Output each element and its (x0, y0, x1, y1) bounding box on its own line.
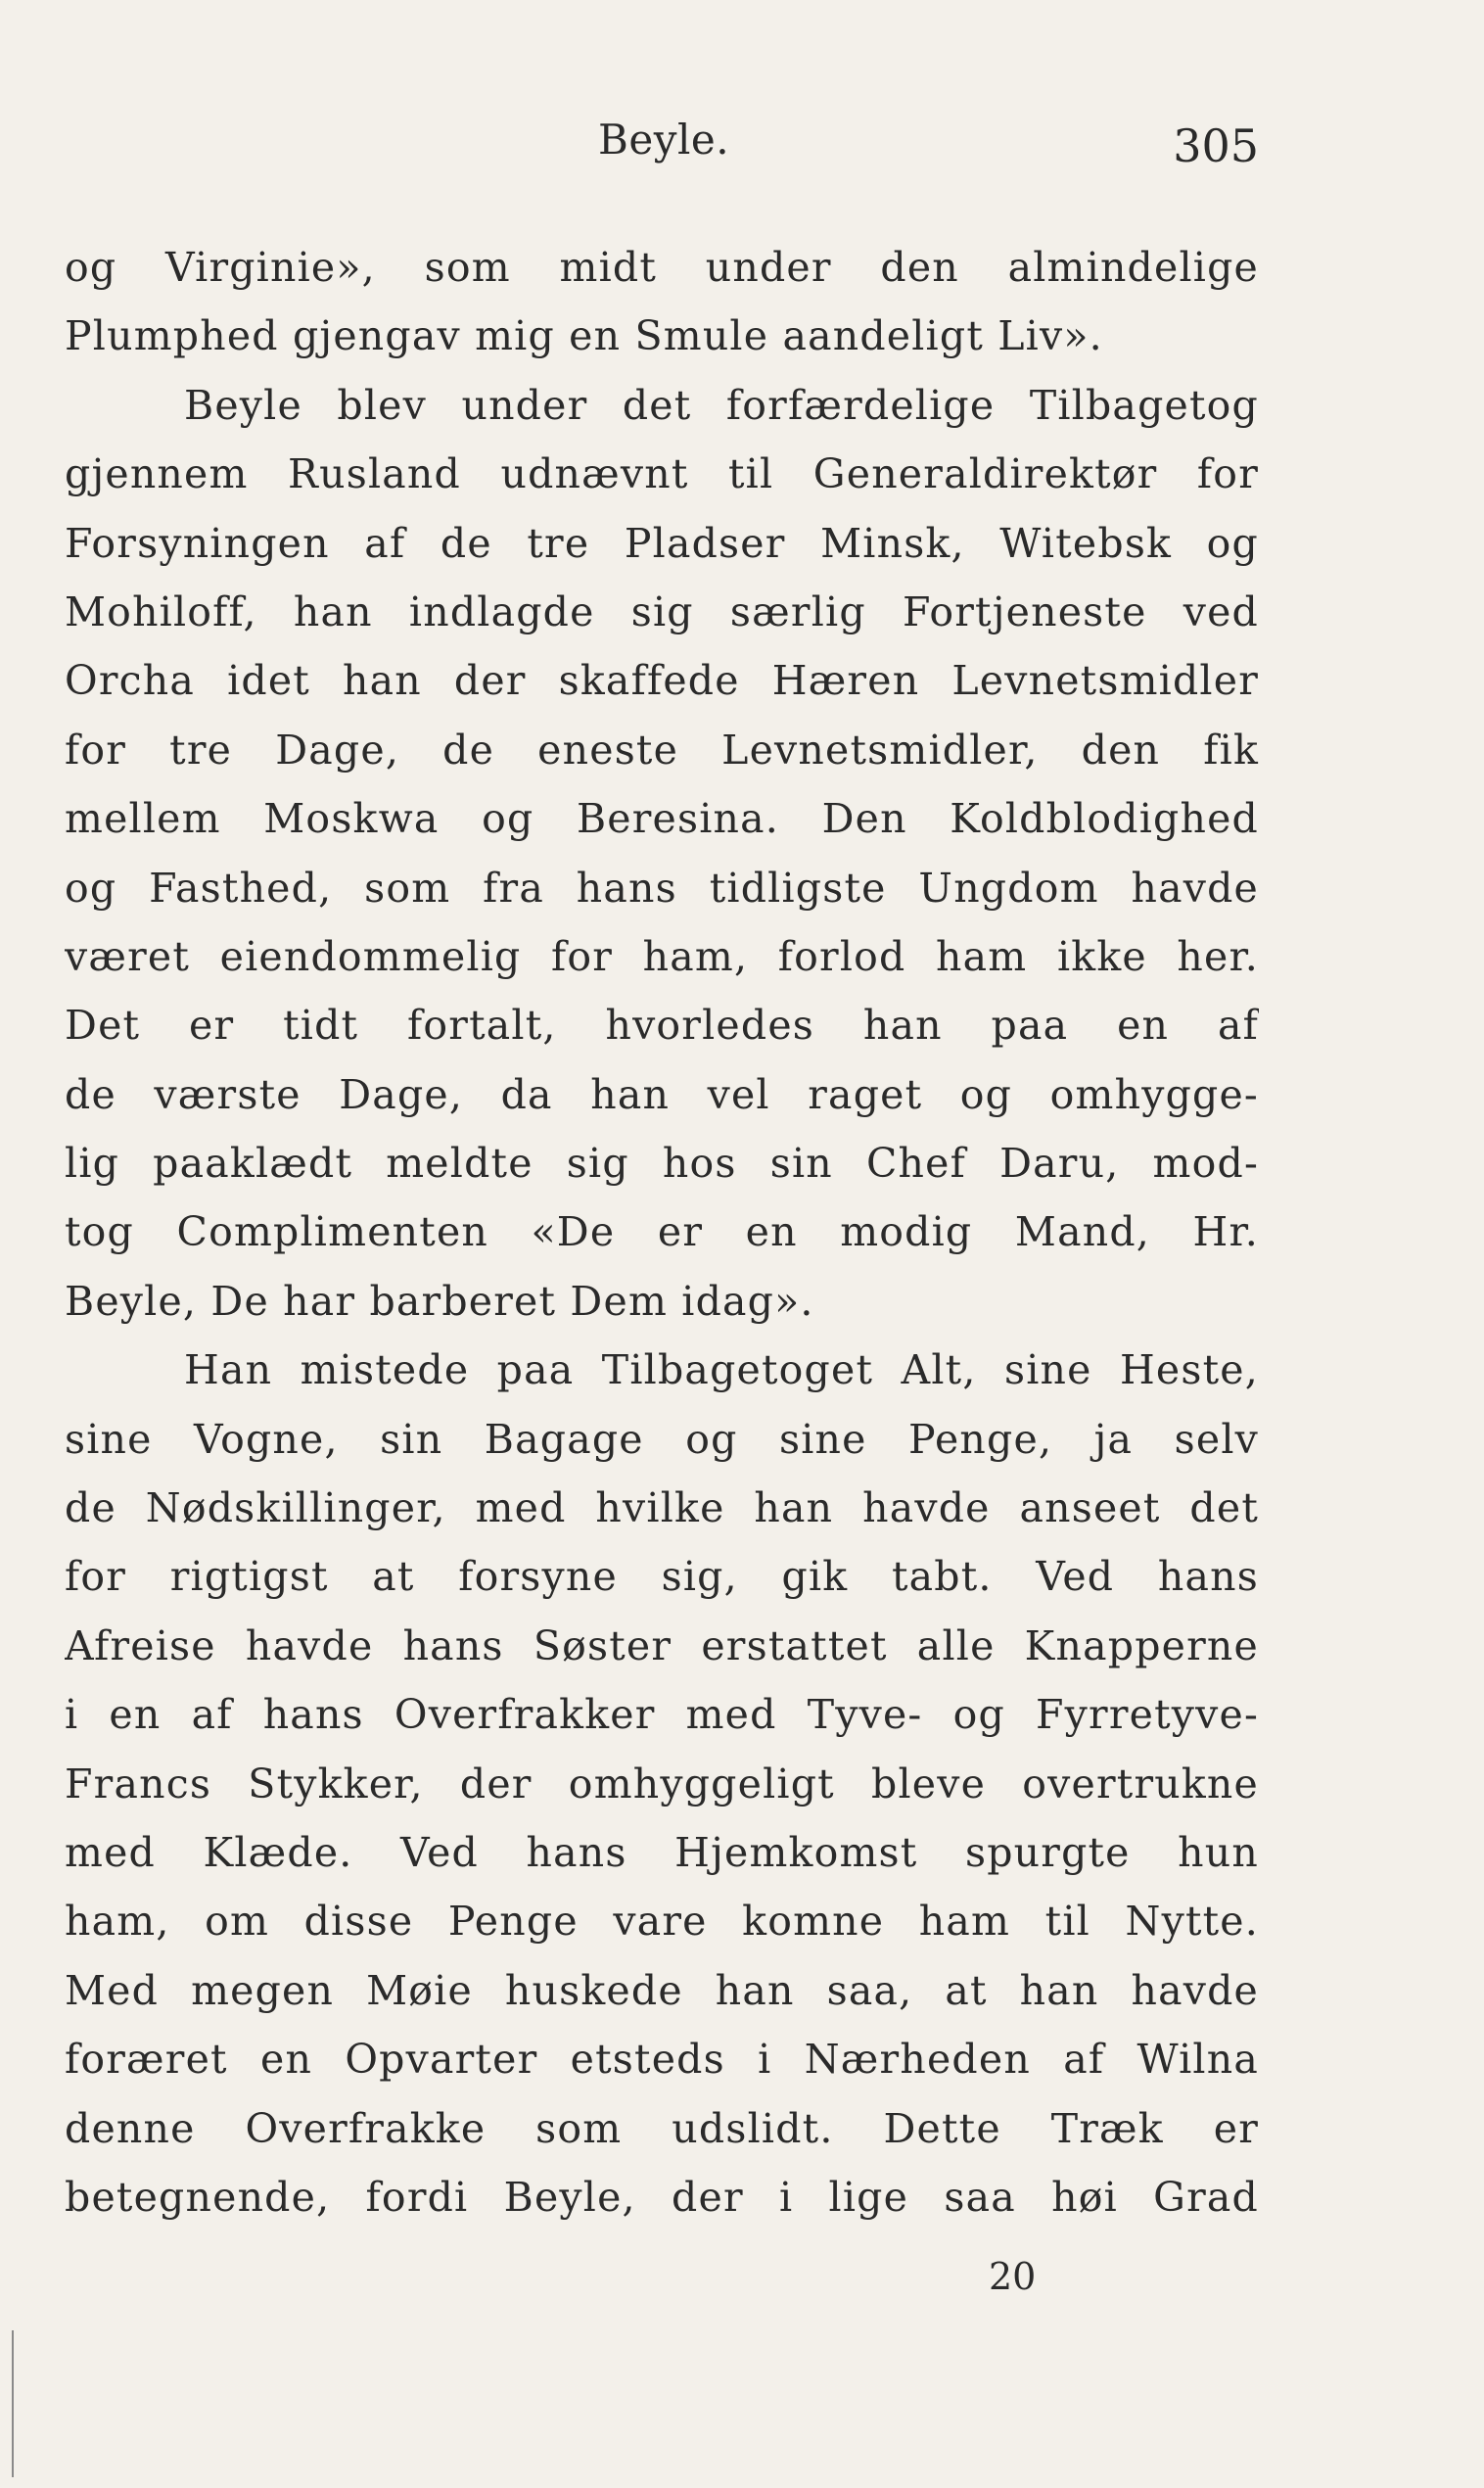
text-line: lig paaklædt meldte sig hos sin Chef Daru, mod- (65, 1140, 1259, 1188)
text-line: og Virginie», som midt under den almindelige (65, 244, 1259, 291)
text-line: betegnende, fordi Beyle, der i lige saa høi Grad (65, 2173, 1259, 2221)
text-line: Afreise havde hans Søster erstattet alle Knapperne (65, 1621, 1259, 1669)
text-line: Mohiloff, han indlagde sig særlig Fortjeneste ved (65, 587, 1259, 635)
body-text (65, 233, 1259, 2231)
text-line: Forsyningen af de tre Pladser Minsk, Witebsk og (65, 519, 1259, 567)
text-line: foræret en Opvarter etsteds i Nærheden af Wilna (65, 2036, 1259, 2084)
text-line: mellem Moskwa og Beresina. Den Koldblodighed (65, 795, 1259, 843)
text-line: for tre Dage, de eneste Levnetsmidler, den fik (65, 726, 1259, 774)
running-head (65, 116, 1259, 174)
text-line: sine Vogne, sin Bagage og sine Penge, ja selv (65, 1415, 1259, 1463)
text-line: Beyle blev under det forfærdelige Tilbagetog (184, 381, 1259, 429)
text-line: Plumphed gjengav mig en Smule aandeligt Liv». (65, 312, 1103, 360)
text-line: Det er tidt fortalt, hvorledes han paa en af (65, 1002, 1259, 1050)
text-line: Orcha idet han der skaffede Hæren Levnetsmidler (65, 657, 1259, 705)
text-line: Med megen Møie huskede han saa, at han havde (65, 1966, 1259, 2014)
text-line: gjennem Rusland udnævnt til Generaldirektør for (65, 450, 1259, 498)
text-line: for rigtigst at forsyne sig, gik tabt. Ved hans (65, 1553, 1259, 1601)
text-line: de værste Dage, da han vel raget og omhygge- (65, 1070, 1259, 1118)
signature-mark: 20 (989, 2255, 1037, 2298)
text-line: Han mistede paa Tilbagetoget Alt, sine Heste, (184, 1346, 1259, 1394)
text-line: og Fasthed, som fra hans tidligste Ungdom havde (65, 864, 1259, 912)
text-line: ham, om disse Penge vare komne ham til Nytte. (65, 1898, 1259, 1946)
page-number: 305 (1173, 119, 1259, 172)
text-line: været eiendommelig for ham, forlod ham ikke her. (65, 932, 1259, 980)
running-title: Beyle. (598, 116, 730, 164)
text-line: Beyle, De har barberet Dem idag». (65, 1277, 814, 1325)
text-line: med Klæde. Ved hans Hjemkomst spurgte hun (65, 1828, 1259, 1876)
text-line: i en af hans Overfrakker med Tyve- og Fyrretyve- (65, 1691, 1259, 1739)
page-edge-line (12, 2330, 14, 2477)
text-line: tog Complimenten «De er en modig Mand, Hr. (65, 1208, 1259, 1256)
text-line: Francs Stykker, der omhyggeligt bleve overtrukne (65, 1760, 1259, 1807)
text-line: de Nødskillinger, med hvilke han havde anseet det (65, 1484, 1259, 1532)
text-line: denne Overfrakke som udslidt. Dette Træk er (65, 2104, 1259, 2152)
